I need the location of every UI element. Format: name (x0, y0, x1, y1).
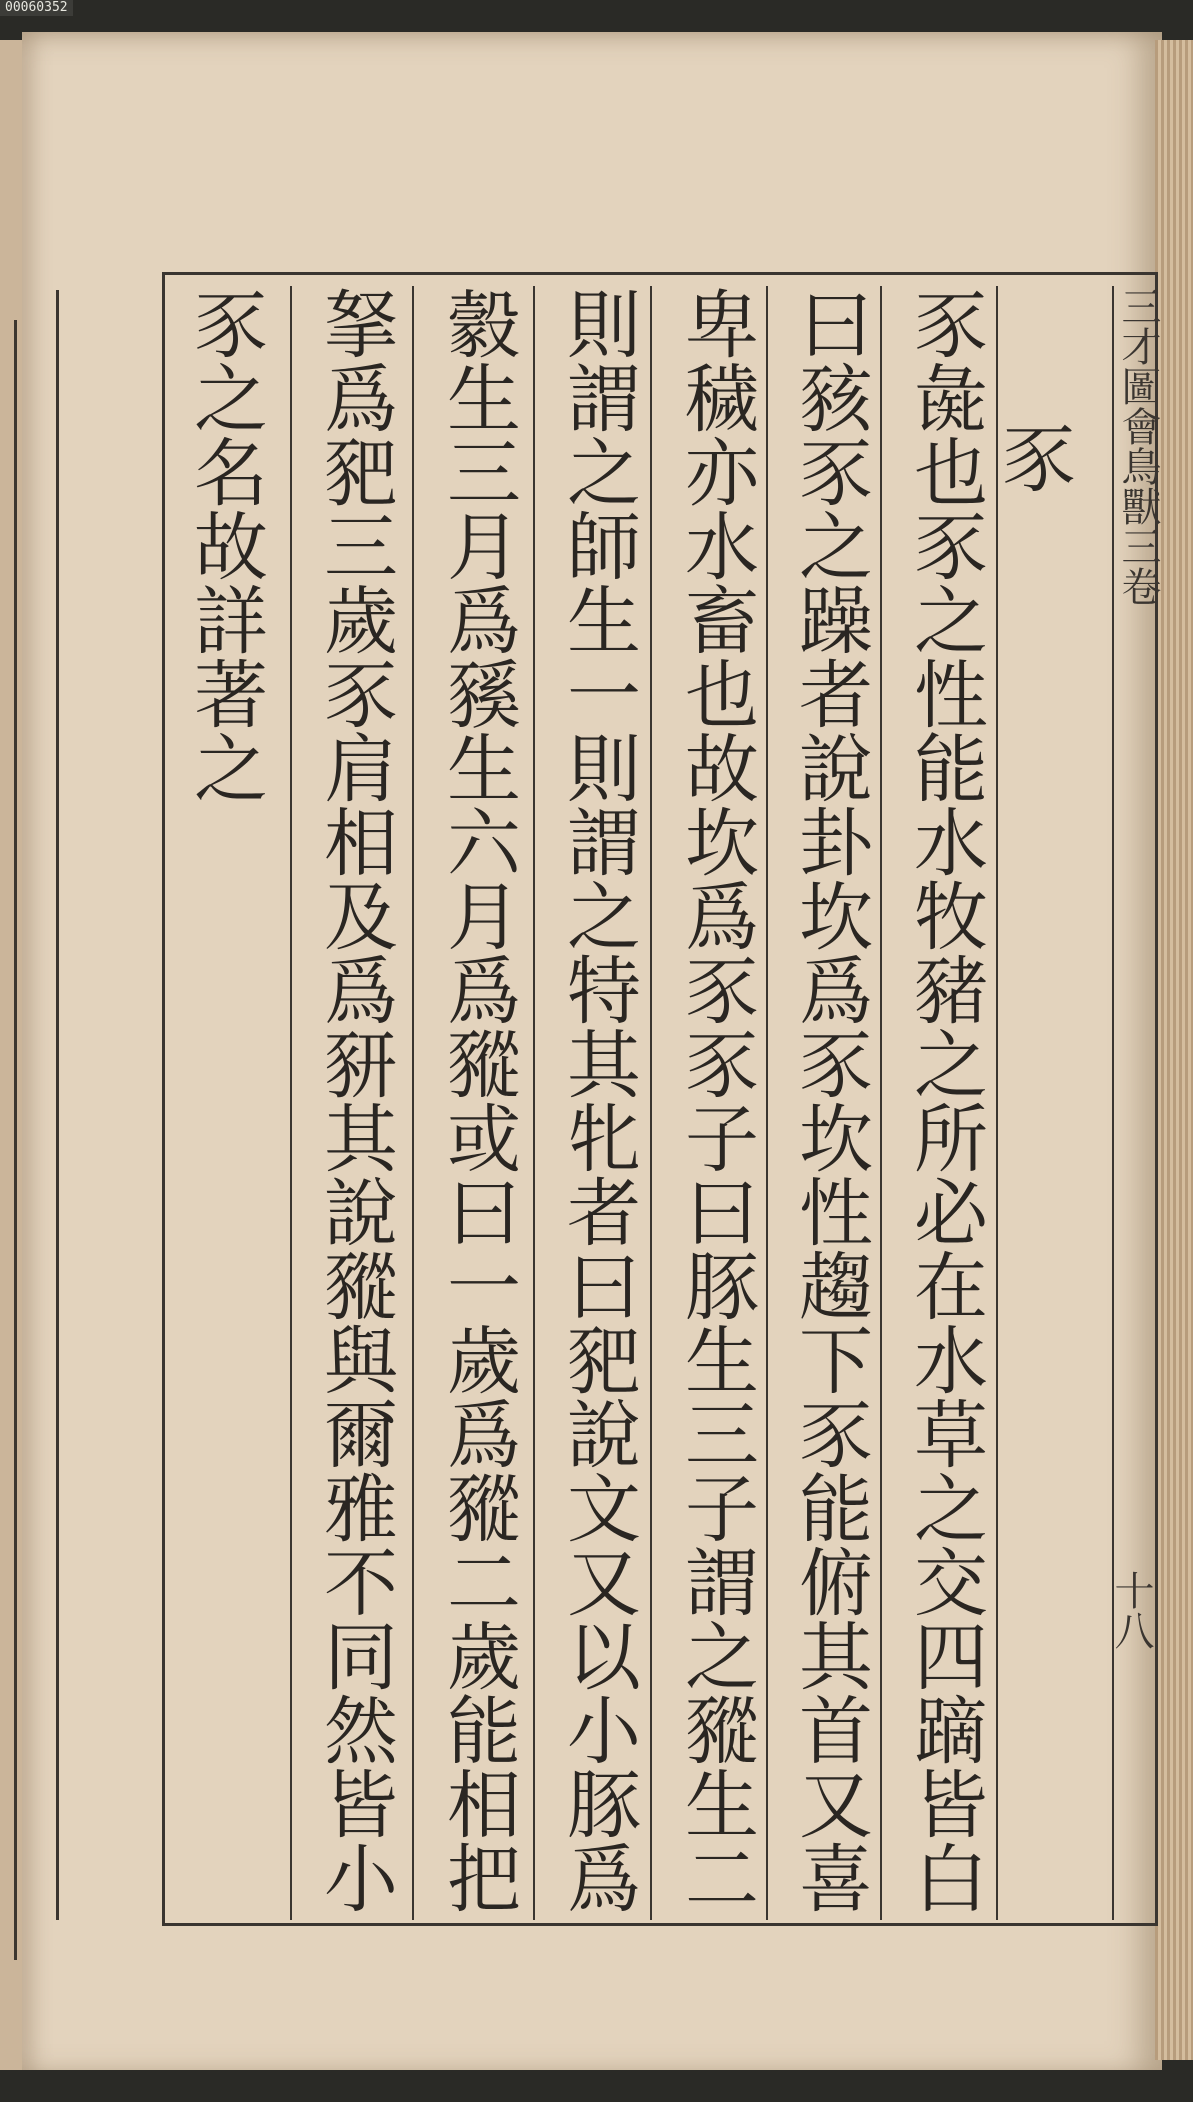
scan-id-label: 00060352 (0, 0, 73, 16)
column-rule (996, 286, 998, 1920)
facing-page-rule (14, 320, 17, 1960)
folio-number: 十八 (1108, 1570, 1154, 1650)
column-rule (533, 286, 535, 1920)
column-rule (412, 286, 414, 1920)
text-column-4: 則謂之師生一則謂之特其牝者曰豝說文又以小豚爲 (555, 286, 641, 1914)
column-rule (650, 286, 652, 1920)
column-rule (290, 286, 292, 1920)
column-rule (880, 286, 882, 1920)
entry-heading: 豕 (990, 420, 1076, 494)
text-column-5: 豰生三月爲豯生六月爲豵或曰一歲爲豵二歲能相把 (435, 286, 521, 1914)
column-rule (766, 286, 768, 1920)
text-column-3: 卑穢亦水畜也故坎爲豕豕子曰豚生三子謂之豵生二 (673, 286, 759, 1914)
margin-band-rule (1112, 286, 1114, 1920)
text-column-7: 豕之名故詳著之 (182, 286, 268, 804)
text-column-1: 豕彘也豕之性能水牧豬之所必在水草之交四蹢皆白 (902, 286, 988, 1914)
scan-background (0, 2070, 1193, 2102)
text-column-2: 曰豥豕之躁者說卦坎爲豕坎性趨下豕能俯其首又喜 (787, 286, 873, 1914)
left-border-rule (56, 290, 59, 1920)
running-head: 三才圖會鳥獸三卷 (1115, 286, 1161, 606)
text-column-6: 拏爲豝三歲豕肩相及爲豜其說豵與爾雅不同然皆小 (312, 286, 398, 1914)
